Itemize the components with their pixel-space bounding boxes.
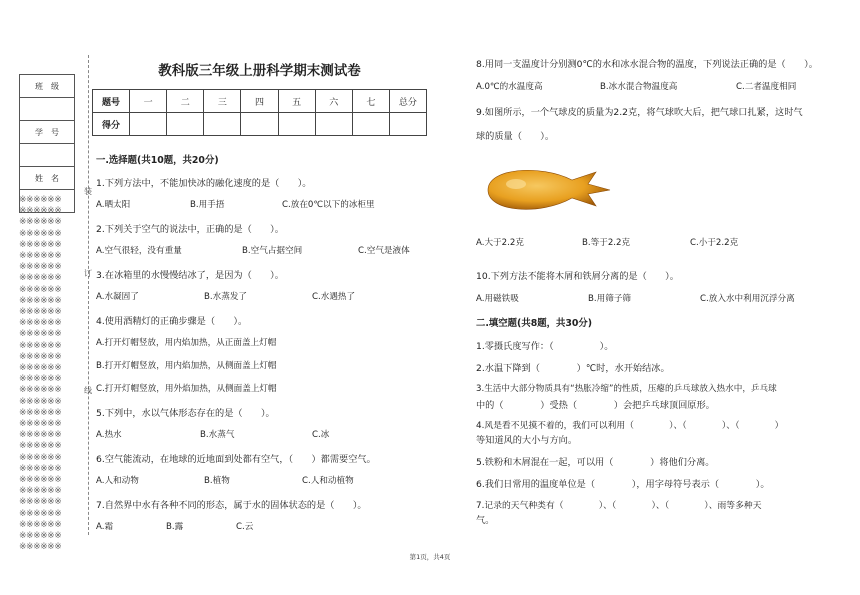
fill-question-4-cont: 等知道风的大小与方向。 [476, 435, 578, 446]
student-info-box [19, 74, 75, 213]
q8-option-c[interactable]: C.二者温度相同 [736, 82, 797, 92]
q7-option-b[interactable]: B.露 [166, 522, 184, 532]
question-6: 6.空气能流动，在地球的近地面到处都有空气，（ ）都需要空气。 [96, 454, 376, 465]
q3-option-a[interactable]: A.水凝固了 [96, 292, 139, 302]
q10-option-a[interactable]: A.用磁铁吸 [476, 294, 519, 304]
q6-option-c[interactable]: C.人和动植物 [302, 476, 354, 486]
fill-question-1: 1.零摄氏度写作：（ ）。 [476, 341, 614, 352]
stars-row: ※※※※※※ [19, 206, 62, 217]
stars-row: ※※※※※※ [19, 318, 62, 329]
question-10: 10.下列方法不能将木屑和铁屑分离的是（ ）。 [476, 271, 679, 282]
q6-option-a[interactable]: A.人和动物 [96, 476, 139, 486]
stars-row: ※※※※※※ [19, 351, 62, 362]
question-2: 2.下列关于空气的说法中，正确的是（ ）。 [96, 224, 284, 235]
score-cell[interactable] [204, 113, 241, 136]
q5-option-b[interactable]: B.水蒸气 [200, 430, 235, 440]
q1-option-b[interactable]: B.用手捂 [190, 200, 225, 210]
q8-option-b[interactable]: B.冰水混合物温度高 [600, 82, 678, 92]
q2-option-a[interactable]: A.空气很轻，没有重量 [96, 246, 182, 256]
q5-option-a[interactable]: A.热水 [96, 430, 122, 440]
stars-row: ※※※※※※ [19, 195, 62, 205]
student-number-field[interactable] [20, 144, 75, 167]
fill-question-6: 6.我们日常用的温度单位是（ ），用字母符号表示（ ）。 [476, 479, 770, 490]
stars-row: ※※※※※※ [19, 430, 62, 441]
fill-question-3: 3.生活中大部分物质具有“热胀冷缩”的性质，压瘪的乒乓球放入热水中，乒乓球 [476, 384, 777, 394]
stars-row: ※※※※※※ [19, 295, 62, 306]
class-label: 班 级 [20, 75, 75, 98]
stars-row: ※※※※※※ [19, 217, 62, 228]
q4-option-b[interactable]: B.打开灯帽竖放，用内焰加热，从侧面盖上灯帽 [96, 361, 277, 371]
q2-option-c[interactable]: C.空气是液体 [358, 246, 410, 256]
stars-row: ※※※※※※ [19, 542, 62, 553]
fill-question-5: 5.铁粉和木屑混在一起，可以用（ ）将他们分离。 [476, 457, 715, 468]
stars-row: ※※※※※※ [19, 441, 62, 452]
side-char-ding: 订 [84, 269, 92, 278]
q7-option-c[interactable]: C.云 [236, 522, 254, 532]
q8-option-a[interactable]: A.0℃的水温度高 [476, 82, 543, 92]
q9-option-a[interactable]: A.大于2.2克 [476, 238, 524, 248]
question-3: 3.在冰箱里的水慢慢结冰了，是因为（ ）。 [96, 270, 284, 281]
balloon-image [480, 160, 615, 220]
stars-row: ※※※※※※ [19, 385, 62, 396]
q5-option-c[interactable]: C.冰 [312, 430, 330, 440]
score-cell[interactable] [130, 113, 167, 136]
stars-row: ※※※※※※ [19, 531, 62, 542]
fill-question-4: 4.风是看不见摸不着的，我们可以利用（ ）、（ ）、（ ） [476, 421, 784, 431]
stars-row: ※※※※※※ [19, 239, 62, 250]
fill-question-2: 2.水温下降到（ ）℃时，水开始结冰。 [476, 363, 670, 374]
stars-row: ※※※※※※ [19, 407, 62, 418]
q3-option-c[interactable]: C.水遇热了 [312, 292, 356, 302]
stars-row: ※※※※※※ [19, 396, 62, 407]
stars-row: ※※※※※※ [19, 329, 62, 340]
q3-option-b[interactable]: B.水蒸发了 [204, 292, 248, 302]
question-5: 5.下列中，水以气体形态存在的是（ ）。 [96, 408, 275, 419]
stars-row: ※※※※※※ [19, 374, 62, 385]
stars-row: ※※※※※※ [19, 463, 62, 474]
stars-row: ※※※※※※ [19, 519, 62, 530]
question-7: 7.自然界中水有各种不同的形态，属于水的固体状态的是（ ）。 [96, 500, 367, 511]
score-header-cell: 五 [278, 90, 315, 113]
stars-row: ※※※※※※ [19, 363, 62, 374]
q6-option-b[interactable]: B.植物 [204, 476, 230, 486]
q10-option-b[interactable]: B.用筛子筛 [588, 294, 632, 304]
question-1: 1.下列方法中，不能加快冰的融化速度的是（ ）。 [96, 178, 312, 189]
score-header-cell: 一 [130, 90, 167, 113]
name-label: 姓 名 [20, 167, 75, 190]
stars-row: ※※※※※※ [19, 475, 62, 486]
score-cell[interactable] [167, 113, 204, 136]
class-field[interactable] [20, 98, 75, 121]
q4-option-c[interactable]: C.打开灯帽竖放，用外焰加热，从侧面盖上灯帽 [96, 384, 277, 394]
score-header-cell: 四 [241, 90, 278, 113]
score-header-cell: 七 [352, 90, 389, 113]
stars-row: ※※※※※※ [19, 228, 62, 239]
binding-stars [19, 195, 79, 554]
binding-line [88, 55, 89, 535]
stars-row: ※※※※※※ [19, 486, 62, 497]
stars-row: ※※※※※※ [19, 251, 62, 262]
score-row-label: 得分 [93, 113, 130, 136]
page-footer: 第1页，共4页 [409, 553, 451, 561]
stars-row: ※※※※※※ [19, 262, 62, 273]
score-header-cell: 二 [167, 90, 204, 113]
fill-question-3-cont: 中的（ ）受热（ ）会把乒乓球顶回原形。 [476, 400, 715, 411]
q10-option-c[interactable]: C.放入水中利用沉浮分离 [700, 294, 795, 304]
section2-title: 二.填空题(共8题，共30分) [476, 318, 593, 329]
student-number-label: 学 号 [20, 121, 75, 144]
q7-option-a[interactable]: A.霜 [96, 522, 114, 532]
stars-row: ※※※※※※ [19, 307, 62, 318]
score-cell[interactable] [352, 113, 389, 136]
stars-row: ※※※※※※ [19, 340, 62, 351]
stars-row: ※※※※※※ [19, 419, 62, 430]
score-cell[interactable] [278, 113, 315, 136]
question-9-cont: 球的质量（ ）。 [476, 131, 555, 142]
stars-row: ※※※※※※ [19, 273, 62, 284]
section1-title: 一.选择题(共10题，共20分) [96, 155, 219, 166]
score-cell[interactable] [315, 113, 352, 136]
page-title: 教科版三年级上册科学期末测试卷 [158, 63, 361, 79]
question-8: 8.用同一支温度计分别测0℃的水和冰水混合物的温度，下列说法正确的是（ ）。 [476, 59, 818, 70]
score-cell[interactable] [389, 113, 426, 136]
score-table [92, 89, 427, 136]
side-char-zhuang: 装 [84, 187, 92, 196]
q4-option-a[interactable]: A.打开灯帽竖放，用内焰加热，从正面盖上灯帽 [96, 338, 277, 348]
score-header-cell: 三 [204, 90, 241, 113]
fill-question-7: 7.记录的天气种类有（ ）、（ ）、（ ）、雨等多种天 [476, 501, 762, 511]
q1-option-a[interactable]: A.晒太阳 [96, 200, 131, 210]
score-header-cell: 总分 [389, 90, 426, 113]
q2-option-b[interactable]: B.空气占据空间 [242, 246, 303, 256]
question-4: 4.使用酒精灯的正确步骤是（ ）。 [96, 316, 248, 327]
stars-row: ※※※※※※ [19, 284, 62, 295]
q9-option-b[interactable]: B.等于2.2克 [582, 238, 631, 248]
q1-option-c[interactable]: C.放在0℃以下的冰柜里 [282, 200, 375, 210]
question-9: 9.如图所示，一个气球皮的质量为2.2克，将气球吹大后，把气球口扎紧，这时气 [476, 107, 803, 118]
stars-row: ※※※※※※ [19, 508, 62, 519]
side-char-xian: 线 [84, 386, 92, 395]
score-header-cell: 六 [315, 90, 352, 113]
stars-row: ※※※※※※ [19, 452, 62, 463]
fill-question-7-cont: 气。 [476, 515, 495, 526]
score-header-cell: 题号 [93, 90, 130, 113]
q9-option-c[interactable]: C.小于2.2克 [690, 238, 739, 248]
stars-row: ※※※※※※ [19, 497, 62, 508]
score-cell[interactable] [241, 113, 278, 136]
